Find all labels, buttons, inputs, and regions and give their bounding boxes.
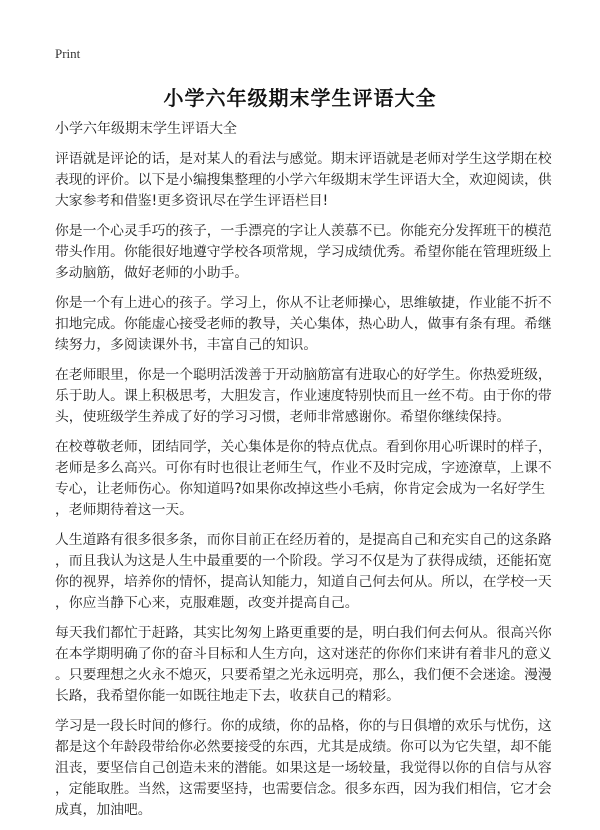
paragraph-line: 在校尊敬老师，团结同学，关心集体是你的特点优点。看到你用心听课时的样子， [55,439,552,455]
paragraph-line: 你是一个有上进心的孩子。学习上，你从不让老师操心，思维敏捷，作业能不折不 [55,295,552,311]
paragraph-line: ，老师期待着这一天。 [55,502,193,518]
paragraph-line: 成真，加油吧。 [55,802,152,818]
paragraph-line: 扣地完成。你能虚心接受老师的教导，关心集体，热心助人，做事有条有理。希继 [55,316,552,332]
paragraph-line: ，你应当静下心来，克服难题，改变并提高自己。 [55,595,359,611]
print-link[interactable]: Print [55,46,81,61]
paragraph-line: 头，使班级学生养成了好的学习习惯，老师非常感谢你。希望你继续保持。 [55,409,511,425]
paragraph-line: 每天我们都忙于赶路，其实比匆匆上路更重要的是，明白我们何去何从。很高兴你 [55,625,552,641]
paragraph-line: 人生道路有很多很多条，而你目前正在经历着的，是提高自己和充实自己的这条路 [55,532,552,548]
comment-paragraph [55,716,575,821]
comment-paragraph [55,623,575,707]
paragraph-line: 老师是多么高兴。可你有时也很让老师生气，作业不及时完成，字迹潦草，上课不 [55,460,552,476]
paragraph-line: 你的视界，培养你的情怀，提高认知能力，知道自己何去何从。所以，在学校一天 [55,574,552,590]
paragraph-line: 学习是一段长时间的修行。你的成绩，你的品格，你的与日俱增的欢乐与忧伤，这 [55,718,552,734]
paragraph-line: ，定能取胜。当然，这需要坚持，也需要信念。很多东西，因为我们相信，它才会 [55,781,552,797]
page-title: 小学六年级期末学生评语大全 [163,86,437,110]
paragraph-line: 带头作用。你能很好地遵守学校各项常规，学习成绩优秀。希望你能在管理班级上 [55,244,552,260]
paragraph-line: 续努力，多阅读课外书，丰富自己的知识。 [55,337,318,353]
comment-paragraph [55,293,575,356]
comment-paragraph [55,365,575,428]
document-subtitle: 小学六年级期末学生评语大全 [55,121,237,137]
comment-paragraph [55,221,575,284]
comment-paragraph [55,149,575,212]
paragraph-line: 乐于助人。课上积极思考，大胆发言，作业速度特别快而且一丝不苟。由于你的带 [55,388,552,404]
paragraph-line: 沮丧，要坚信自己创造未来的潜能。如果这是一场较量，我觉得以你的自信与从容 [55,760,552,776]
paragraph-line: 在老师眼里，你是一个聪明活泼善于开动脑筋富有进取心的好学生。你热爱班级， [55,367,552,383]
paragraph-line: 你是一个心灵手巧的孩子，一手漂亮的字让人羡慕不已。你能充分发挥班干的模范 [55,223,552,239]
comment-paragraph [55,437,575,521]
paragraph-line: 评语就是评论的话，是对某人的看法与感觉。期末评语就是老师对学生这学期在校 [55,151,552,167]
paragraph-line: 长路，我希望你能一如既往地走下去，收获自己的精彩。 [55,688,400,704]
paragraph-line: ，而且我认为这是人生中最重要的一个阶段。学习不仅是为了获得成绩，还能拓宽 [55,553,552,569]
paragraph-line: 专心，让老师伤心。你知道吗?如果你改掉这些小毛病，你肯定会成为一名好学生 [55,481,546,497]
paragraph-line: 。只要理想之火永不熄灭，只要希望之光永远明亮，那么，我们便不会迷途。漫漫 [55,667,552,683]
document-body [55,149,575,830]
paragraph-line: 多动脑筋，做好老师的小助手。 [55,265,249,281]
paragraph-line: 在本学期明确了你的奋斗目标和人生方向，这对迷茫的你你们来讲有着非凡的意义 [55,646,552,662]
comment-paragraph [55,530,575,614]
paragraph-line: 表现的评价。以下是小编搜集整理的小学六年级期末学生评语大全，欢迎阅读，供 [55,172,552,188]
paragraph-line: 都是这个年龄段带给你必然要接受的东西，尤其是成绩。你可以为它失望，却不能 [55,739,552,755]
paragraph-line: 大家参考和借鉴!更多资讯尽在学生评语栏目! [55,193,329,209]
